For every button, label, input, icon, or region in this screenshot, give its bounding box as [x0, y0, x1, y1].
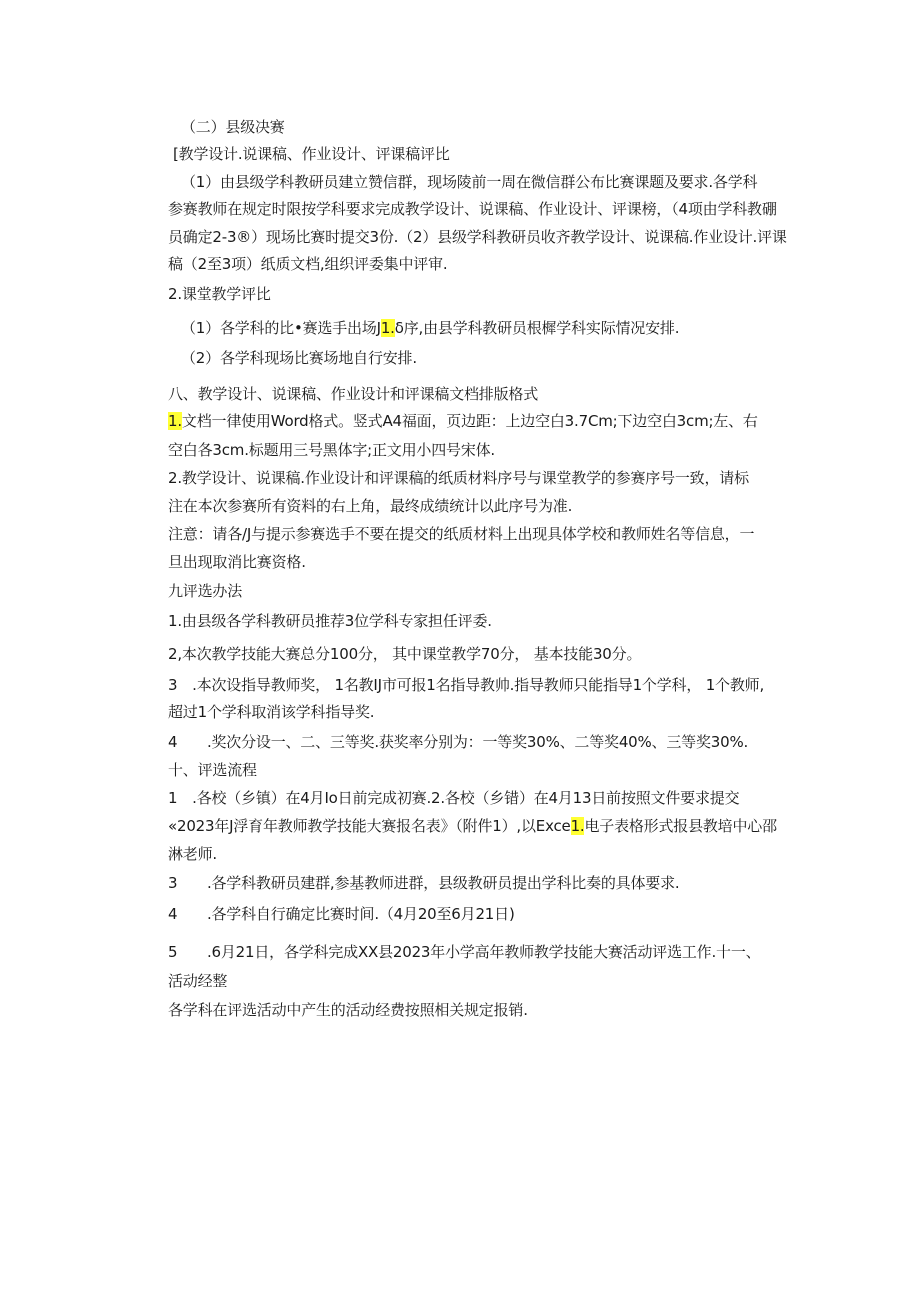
subsection-heading: 2.课堂教学评比 — [168, 285, 271, 303]
line-text: «2023年J浮育年教师教学技能大赛报名表》（附件1）,以Exce — [168, 817, 571, 835]
paragraph-line: 活动经整 — [168, 972, 228, 990]
paragraph-line: 参赛教师在规定时限按学科要求完成教学设计、说课稿、作业设计、评课榜，（4项由学科教硼 — [168, 200, 777, 218]
highlighted-text: 1. — [168, 412, 182, 430]
line-text: 文档一律使用Word格式。竖式A4福面，页边距：上边空白3.7Cm;下边空白3cm;左、右 — [181, 412, 758, 430]
paragraph-line: 4 .各学科自行确定比赛时间.（4月20至6月21日) — [168, 905, 515, 923]
section-heading-county-final: （二）县级决赛 — [181, 118, 285, 136]
paragraph-line: 3 .各学科教研员建群,参基教师进群，县级教研员提出学科比奏的具体要求. — [168, 874, 680, 892]
section-heading-format: 八、教学设计、说课稿、作业设计和评课稿文档排版格式 — [168, 385, 539, 403]
section-heading-evaluation: 九评选办法 — [168, 582, 243, 600]
paragraph-line: 超过1个学科取消该学科指导奖. — [168, 703, 375, 721]
paragraph-line: （2）各学科现场比赛场地自行安排. — [181, 349, 417, 367]
subsection-heading: [教学设计.说课稿、作业设计、评课稿评比 — [173, 145, 450, 163]
paragraph-line: 稿（2至3项）纸质文档,组织评委集中评审. — [168, 255, 448, 273]
line-text: （1）各学科的比•赛选手出场J — [181, 319, 381, 337]
section-heading-process: 十、评选流程 — [168, 761, 257, 779]
highlighted-text: 1. — [570, 817, 585, 835]
paragraph-line: （1）由县级学科教研员建立赞信群，现场陵前一周在微信群公布比赛课题及要求.各学科 — [181, 173, 758, 191]
paragraph-line: 旦出现取消比赛资格. — [168, 553, 306, 571]
paragraph-line: 淋老师. — [168, 845, 217, 863]
paragraph-line: 各学科在评选活动中产生的活动经费按照相关规定报销. — [168, 1001, 528, 1019]
paragraph-line: 1 .各校（乡镇）在4月Io日前完成初赛.2.各校（乡错）在4月13日前按照文件要求提交 — [168, 789, 740, 807]
paragraph-line: 2.教学设计、说课稿.作业设计和评课稿的纸质材料序号与课堂教学的参赛序号一致，请标 — [168, 469, 749, 487]
paragraph-line: 1.由县级各学科教研员推荐3位学科专家担任评委. — [168, 612, 492, 630]
line-text: 电子表格形式报县教培中心邵 — [584, 817, 777, 835]
line-text: δ序,由县学科教研员根樨学科实际情况安排. — [394, 319, 680, 337]
paragraph-line — [168, 411, 758, 431]
highlighted-text: 1. — [380, 319, 395, 337]
paragraph-line: 注在本次参赛所有资料的右上角，最终成绩统计以此序号为准. — [168, 497, 573, 515]
paragraph-line: 注意：请各/J与提示参赛选手不要在提交的纸质材料上出现具体学校和教师姓名等信息，一 — [168, 525, 755, 543]
paragraph-line: 2,本次教学技能大赛总分100分， 其中课堂教学70分， 基本技能30分。 — [168, 645, 642, 663]
paragraph-line: 员确定2-3®）现场比赛时提交3份.（2）县级学科教研员收齐教学设计、说课稿.作业设计.评课 — [168, 228, 787, 246]
paragraph-line: 3 .本次设指导教师奖， 1名教IJ市可报1名指导教帅.指导教师只能指导1个学科， 1个教师, — [168, 676, 765, 694]
paragraph-line — [181, 318, 679, 338]
paragraph-line: 5 .6月21日，各学科完成XX县2023年小学高年教师教学技能大赛活动评选工作.十一、 — [168, 943, 761, 961]
paragraph-line: 空白各3cm.标题用三号黑体字;正文用小四号宋体. — [168, 441, 495, 459]
paragraph-line — [168, 816, 777, 836]
paragraph-line: 4 .奖次分设一、二、三等奖.获奖率分别为：一等奖30%、二等奖40%、三等奖30%. — [168, 733, 749, 751]
